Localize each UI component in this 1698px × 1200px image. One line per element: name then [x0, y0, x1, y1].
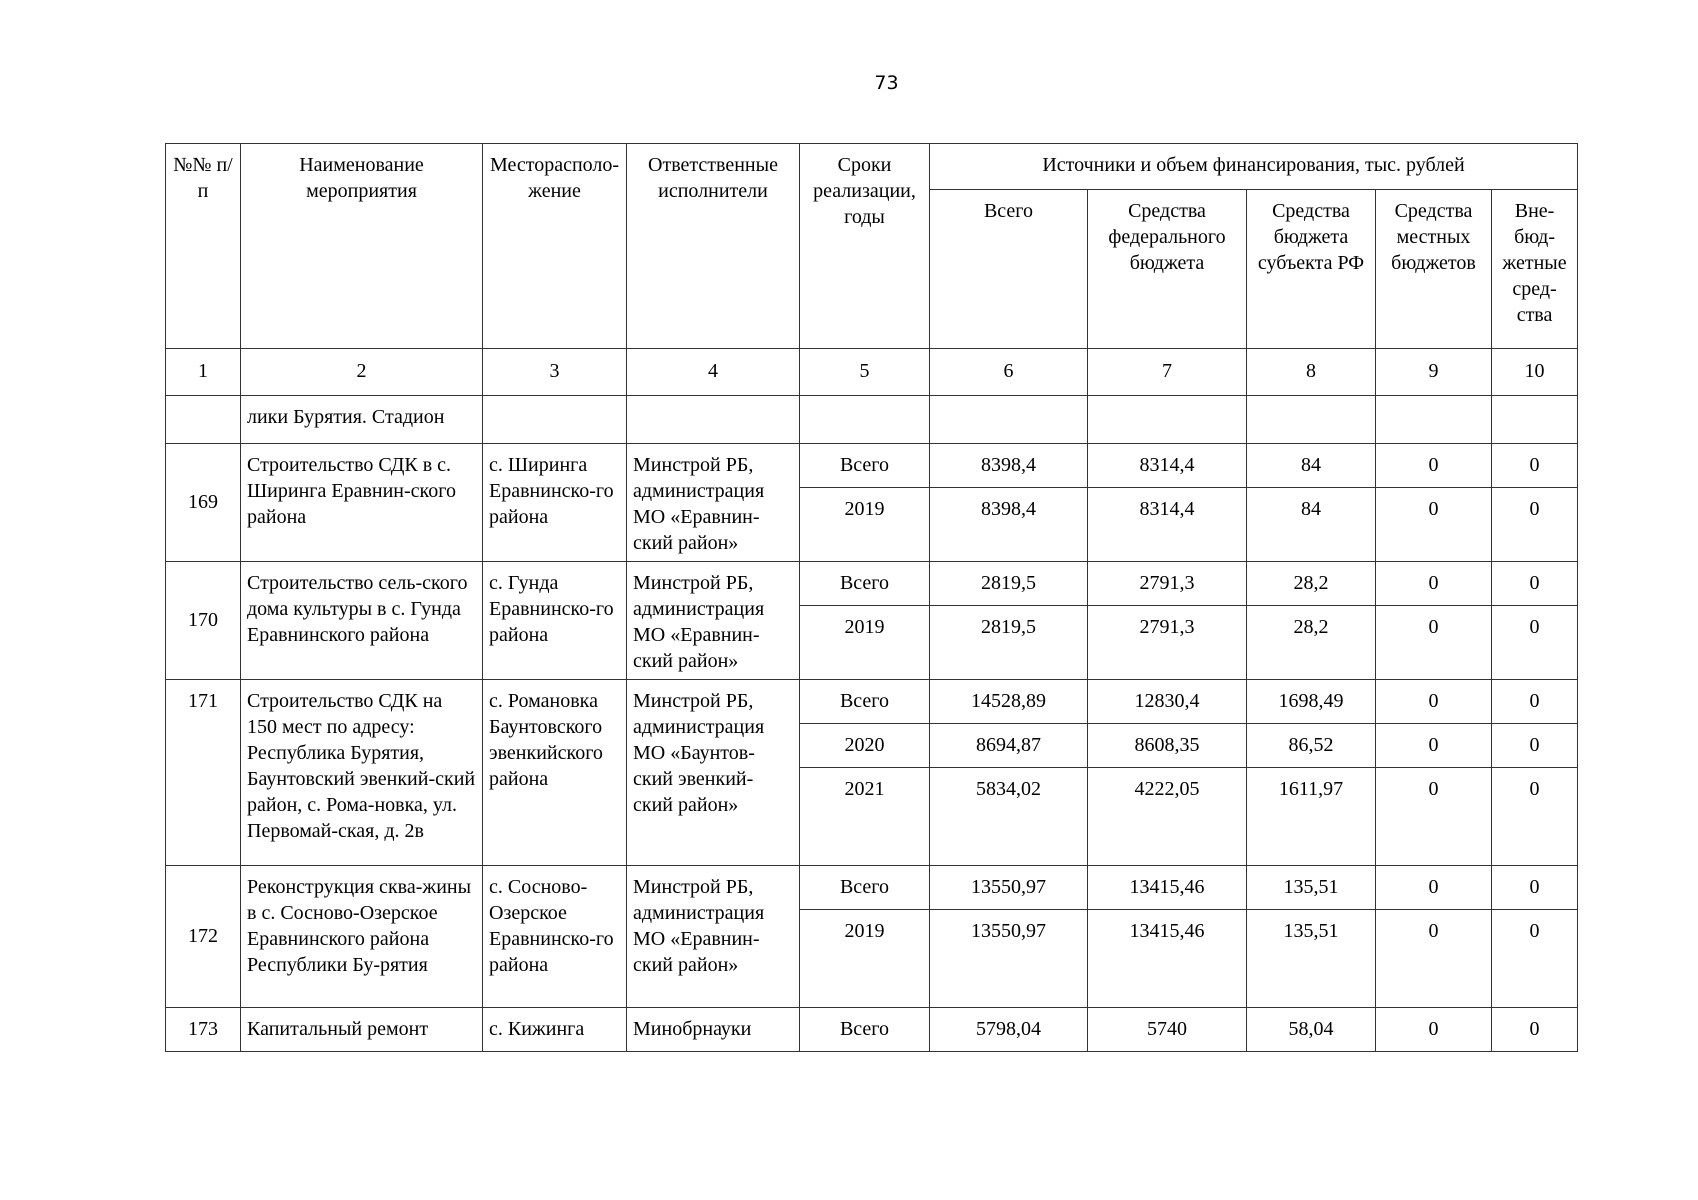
column-number: 10 — [1492, 349, 1578, 396]
subject-cell: 84 — [1247, 444, 1376, 488]
term-cell: Всего — [800, 866, 930, 910]
total-cell: 2819,5 — [930, 562, 1088, 606]
federal-cell: 8314,4 — [1088, 488, 1247, 562]
row-name: Реконструкция сква-жины в с. Сосново-Озерское Еравнинского района Республики Бу-рятия — [241, 866, 483, 1008]
extra-cell: 0 — [1492, 444, 1578, 488]
subject-cell: 135,51 — [1247, 866, 1376, 910]
local-cell: 0 — [1376, 606, 1492, 680]
row-executors: Минстрой РБ, администрация МО «Баунтов-ский эвенкий-ский район» — [627, 680, 800, 866]
header-location: Месторасполо-жение — [483, 144, 627, 349]
extra-cell: 0 — [1492, 606, 1578, 680]
table-row — [166, 444, 1578, 488]
header-name: Наименование мероприятия — [241, 144, 483, 349]
extra-cell: 0 — [1492, 562, 1578, 606]
total-cell: 13550,97 — [930, 910, 1088, 1008]
table-row — [166, 866, 1578, 910]
row-name: лики Бурятия. Стадион — [241, 396, 483, 444]
federal-cell: 13415,46 — [1088, 866, 1247, 910]
total-cell: 13550,97 — [930, 866, 1088, 910]
continuation-row — [166, 396, 1578, 444]
federal-cell: 5740 — [1088, 1008, 1247, 1052]
table-row — [166, 680, 1578, 724]
local-cell: 0 — [1376, 1008, 1492, 1052]
local-cell: 0 — [1376, 866, 1492, 910]
header-executors: Ответственные исполнители — [627, 144, 800, 349]
funding-table — [165, 143, 1578, 1052]
row-number: 169 — [166, 444, 241, 562]
federal-cell: 2791,3 — [1088, 562, 1247, 606]
subject-cell: 84 — [1247, 488, 1376, 562]
header-total: Всего — [930, 190, 1088, 349]
total-cell: 8398,4 — [930, 488, 1088, 562]
column-number: 5 — [800, 349, 930, 396]
total-cell: 8398,4 — [930, 444, 1088, 488]
row-name: Капитальный ремонт — [241, 1008, 483, 1052]
header-extra: Вне-бюд-жетные сред-ства — [1492, 190, 1578, 349]
column-number: 2 — [241, 349, 483, 396]
term-cell: 2021 — [800, 768, 930, 866]
extra-cell: 0 — [1492, 1008, 1578, 1052]
column-number: 8 — [1247, 349, 1376, 396]
subject-cell: 1611,97 — [1247, 768, 1376, 866]
column-number: 3 — [483, 349, 627, 396]
term-cell: Всего — [800, 562, 930, 606]
local-cell: 0 — [1376, 444, 1492, 488]
row-number: 173 — [166, 1008, 241, 1052]
row-location: с. Кижинга — [483, 1008, 627, 1052]
row-name: Строительство СДК на 150 мест по адресу: Республика Бурятия, Баунтовский эвенкий-ский район, с. Рома-новка, ул. Первомай-ская, д. 2в — [241, 680, 483, 866]
local-cell: 0 — [1376, 910, 1492, 1008]
term-cell: Всего — [800, 1008, 930, 1052]
subject-cell: 1698,49 — [1247, 680, 1376, 724]
local-cell: 0 — [1376, 562, 1492, 606]
header-number: №№ п/п — [166, 144, 241, 349]
header-funding: Источники и объем финансирования, тыс. рублей — [930, 144, 1578, 190]
row-number: 172 — [166, 866, 241, 1008]
row-executors: Минстрой РБ, администрация МО «Еравнин-ский район» — [627, 562, 800, 680]
local-cell: 0 — [1376, 724, 1492, 768]
extra-cell: 0 — [1492, 768, 1578, 866]
extra-cell: 0 — [1492, 488, 1578, 562]
subject-cell: 28,2 — [1247, 606, 1376, 680]
header-local: Средства местных бюджетов — [1376, 190, 1492, 349]
page-number: 73 — [874, 72, 899, 94]
table-row — [166, 1008, 1578, 1052]
total-cell: 8694,87 — [930, 724, 1088, 768]
column-numbers-row — [166, 349, 1578, 396]
row-location: с. Романовка Баунтовского эвенкийского района — [483, 680, 627, 866]
local-cell: 0 — [1376, 768, 1492, 866]
row-name: Строительство сель-ского дома культуры в с. Гунда Еравнинского района — [241, 562, 483, 680]
subject-cell: 86,52 — [1247, 724, 1376, 768]
total-cell: 2819,5 — [930, 606, 1088, 680]
federal-cell: 8314,4 — [1088, 444, 1247, 488]
total-cell: 5834,02 — [930, 768, 1088, 866]
extra-cell: 0 — [1492, 680, 1578, 724]
table-row — [166, 562, 1578, 606]
term-cell: 2019 — [800, 488, 930, 562]
row-number: 170 — [166, 562, 241, 680]
column-number: 9 — [1376, 349, 1492, 396]
subject-cell: 28,2 — [1247, 562, 1376, 606]
term-cell: 2020 — [800, 724, 930, 768]
local-cell: 0 — [1376, 488, 1492, 562]
row-executors: Минобрнауки — [627, 1008, 800, 1052]
row-number: 171 — [166, 680, 241, 866]
column-number: 4 — [627, 349, 800, 396]
extra-cell: 0 — [1492, 724, 1578, 768]
header-subject: Средства бюджета субъекта РФ — [1247, 190, 1376, 349]
extra-cell: 0 — [1492, 910, 1578, 1008]
total-cell: 5798,04 — [930, 1008, 1088, 1052]
total-cell: 14528,89 — [930, 680, 1088, 724]
row-executors: Минстрой РБ, администрация МО «Еравнин-ский район» — [627, 866, 800, 1008]
term-cell: 2019 — [800, 910, 930, 1008]
column-number: 1 — [166, 349, 241, 396]
row-name: Строительство СДК в с. Ширинга Еравнин-ского района — [241, 444, 483, 562]
header-terms: Сроки реализации, годы — [800, 144, 930, 349]
subject-cell: 135,51 — [1247, 910, 1376, 1008]
header-federal: Средства федерального бюджета — [1088, 190, 1247, 349]
row-location: с. Сосново-Озерское Еравнинско-го района — [483, 866, 627, 1008]
term-cell: 2019 — [800, 606, 930, 680]
term-cell: Всего — [800, 680, 930, 724]
federal-cell: 4222,05 — [1088, 768, 1247, 866]
column-number: 6 — [930, 349, 1088, 396]
federal-cell: 12830,4 — [1088, 680, 1247, 724]
federal-cell: 13415,46 — [1088, 910, 1247, 1008]
column-number: 7 — [1088, 349, 1247, 396]
local-cell: 0 — [1376, 680, 1492, 724]
federal-cell: 2791,3 — [1088, 606, 1247, 680]
row-executors: Минстрой РБ, администрация МО «Еравнин-ский район» — [627, 444, 800, 562]
federal-cell: 8608,35 — [1088, 724, 1247, 768]
row-location: с. Гунда Еравнинско-го района — [483, 562, 627, 680]
subject-cell: 58,04 — [1247, 1008, 1376, 1052]
row-location: с. Ширинга Еравнинско-го района — [483, 444, 627, 562]
term-cell: Всего — [800, 444, 930, 488]
extra-cell: 0 — [1492, 866, 1578, 910]
